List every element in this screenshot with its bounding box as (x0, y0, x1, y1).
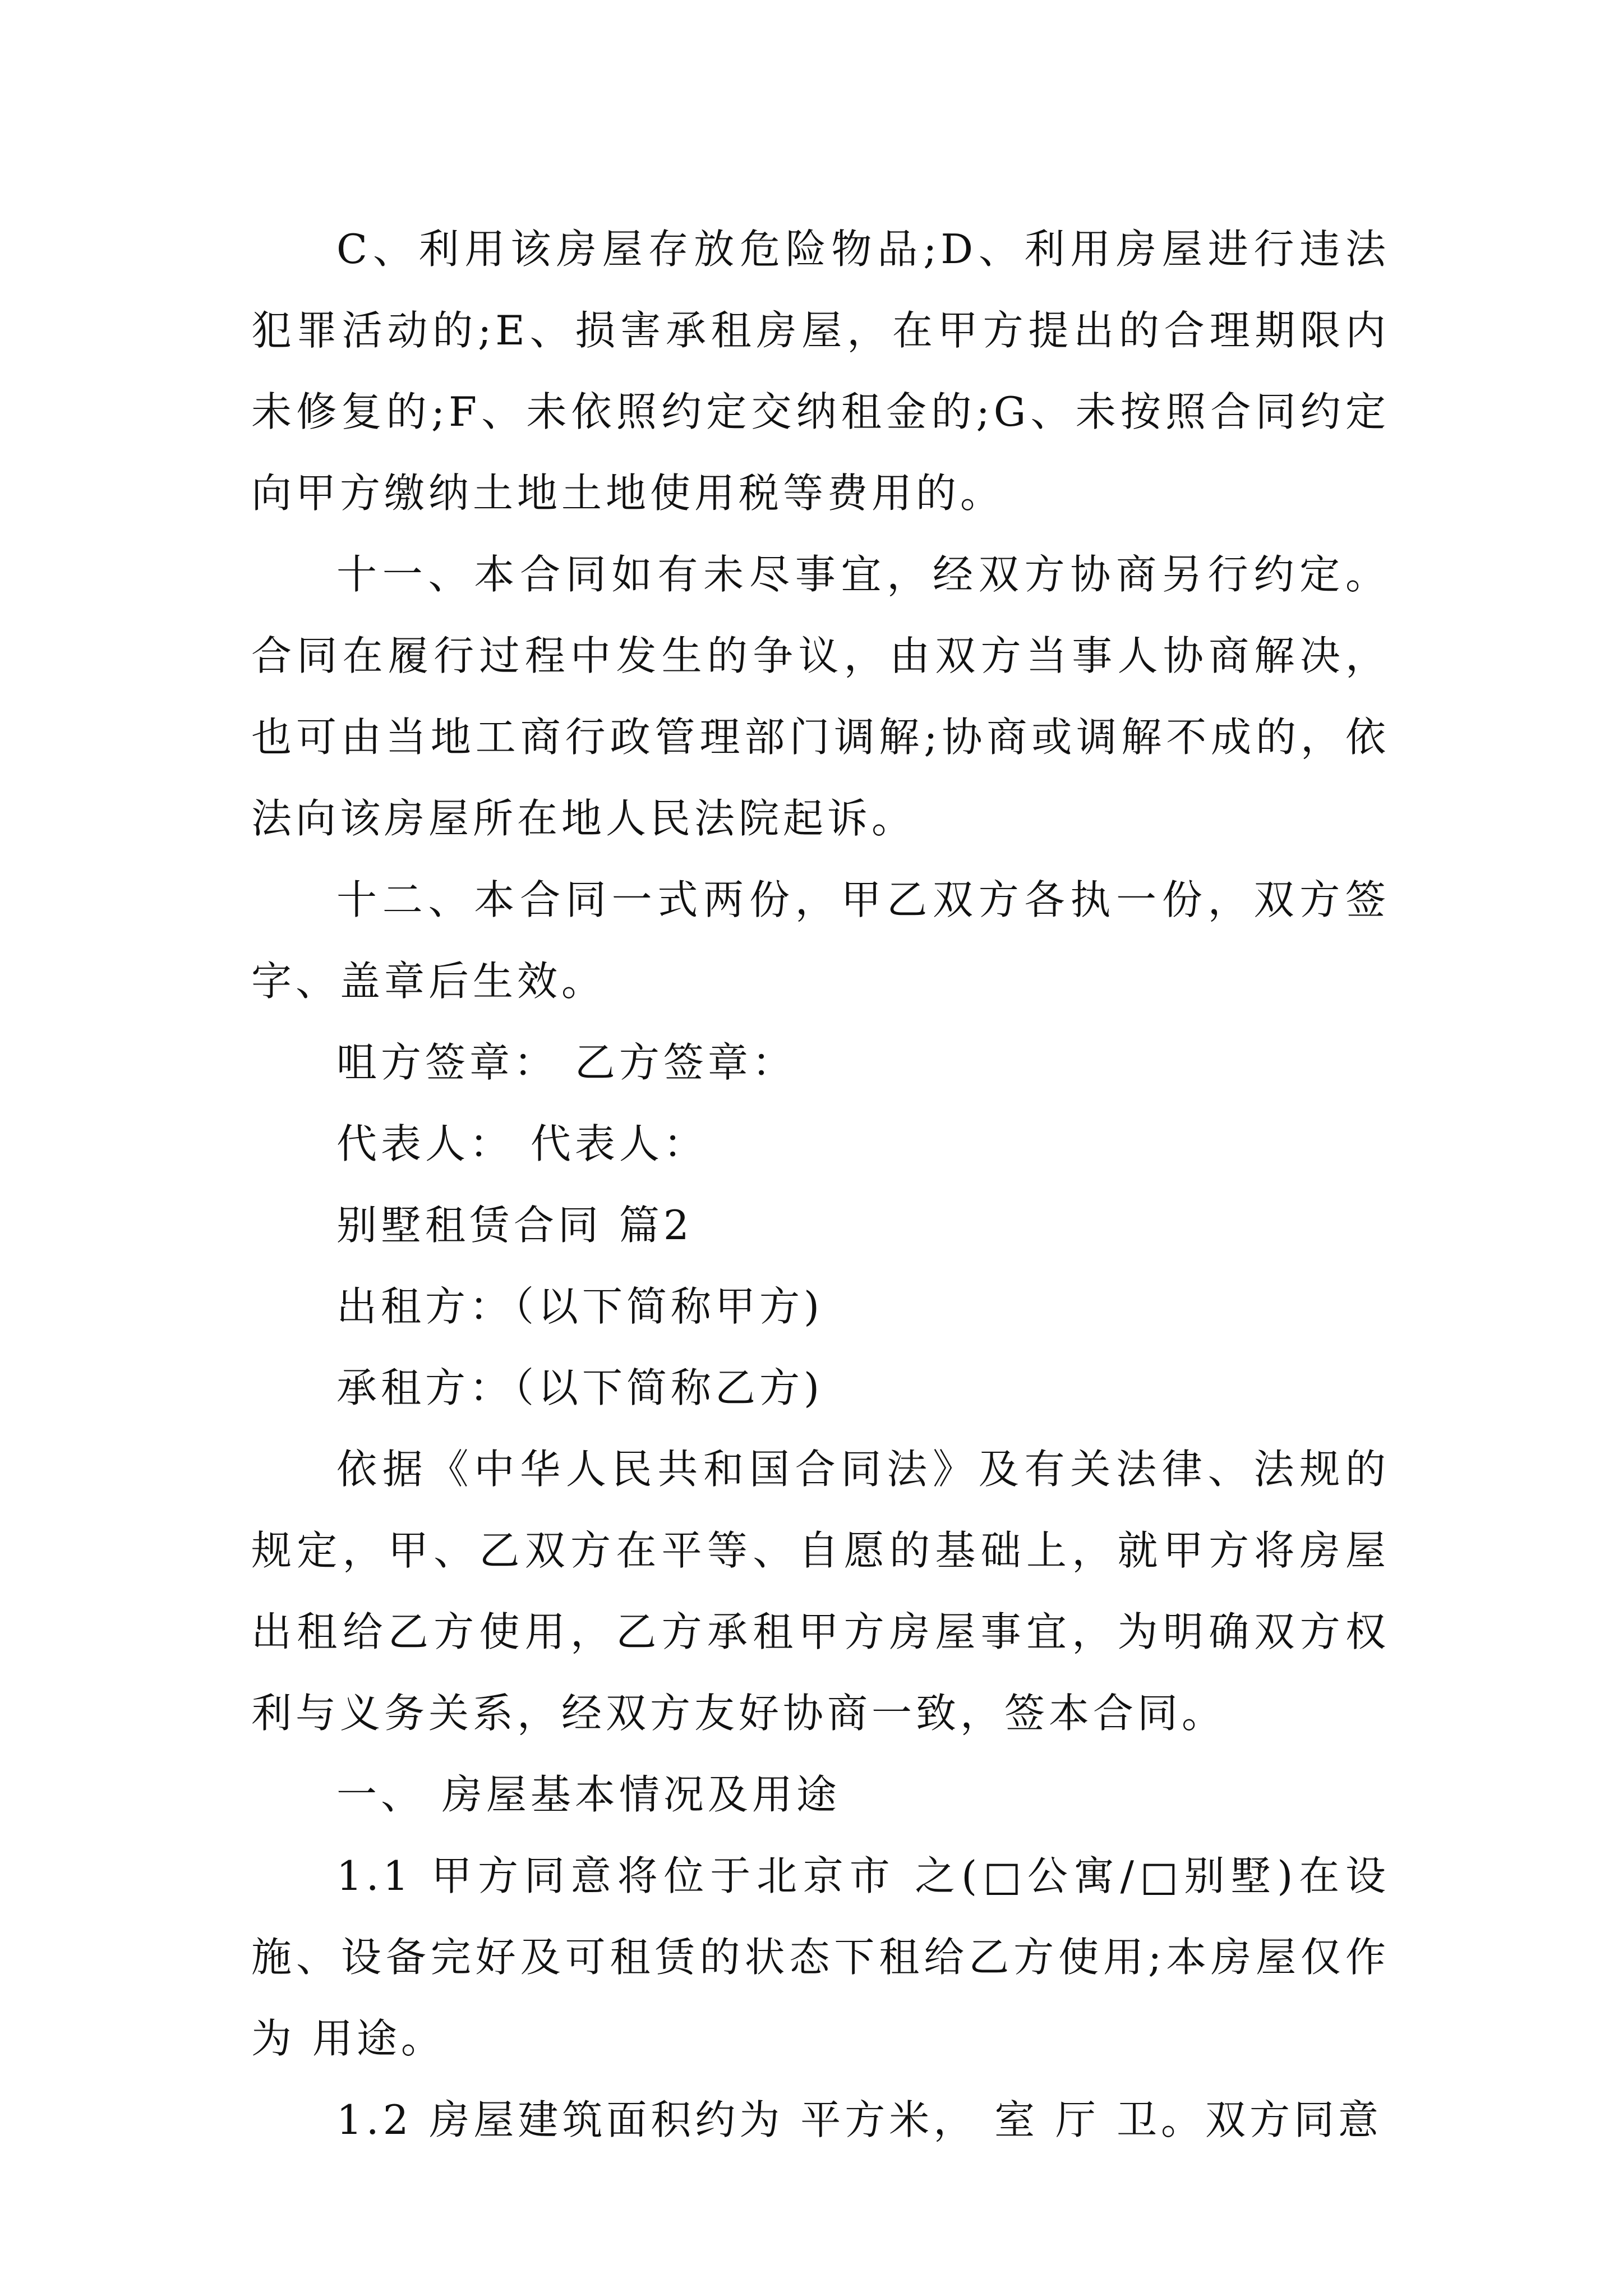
lessor-line: 出租方：（以下简称甲方) (336, 1283, 824, 1330)
paragraph-clause-1-1: 1.1 甲方同意将位于北京市 之(□公寓/□别墅)在设施、设备完好及可租赁的状态下租给乙方使用;本房屋仅作为 用途。 (251, 1852, 1390, 2062)
document-body (251, 209, 1390, 2161)
signature-line-parties: 咀方签章： 乙方签章： (336, 1039, 796, 1086)
paragraph-clause-ten-continued: C、利用该房屋存放危险物品;D、利用房屋进行违法犯罪活动的;E、损害承租房屋，在甲方提出的合理期限内未修复的;F、未依照约定交纳租金的;G、未按照合同约定向甲方缴纳土地土地使用税等费用的。 (251, 226, 1390, 517)
paragraph-clause-twelve: 十二、本合同一式两份，甲乙双方各执一份，双方签字、盖章后生效。 (251, 876, 1390, 1005)
article-heading-property-info: 一、 房屋基本情况及用途 (336, 1771, 841, 1818)
signature-line-representatives: 代表人： 代表人： (336, 1120, 708, 1167)
paragraph-preamble: 依据《中华人民共和国合同法》及有关法律、法规的规定，甲、乙双方在平等、自愿的基础上，就甲方将房屋出租给乙方使用，乙方承租甲方房屋事宜，为明确双方权利与义务关系，经双方友好协商一致，签本合同。 (251, 1446, 1390, 1737)
section-heading-contract-2: 别墅租赁合同 篇2 (336, 1202, 693, 1249)
paragraph-clause-1-2: 1.2 房屋建筑面积约为 平方米， 室 厅 卫。双方同意 (336, 2096, 1382, 2143)
paragraph-clause-eleven: 十一、本合同如有未尽事宜，经双方协商另行约定。合同在履行过程中发生的争议，由双方当事人协商解决，也可由当地工商行政管理部门调解;协商或调解不成的，依法向该房屋所在地人民法院起诉。 (251, 551, 1390, 842)
lessee-line: 承租方：（以下简称乙方) (336, 1364, 824, 1411)
